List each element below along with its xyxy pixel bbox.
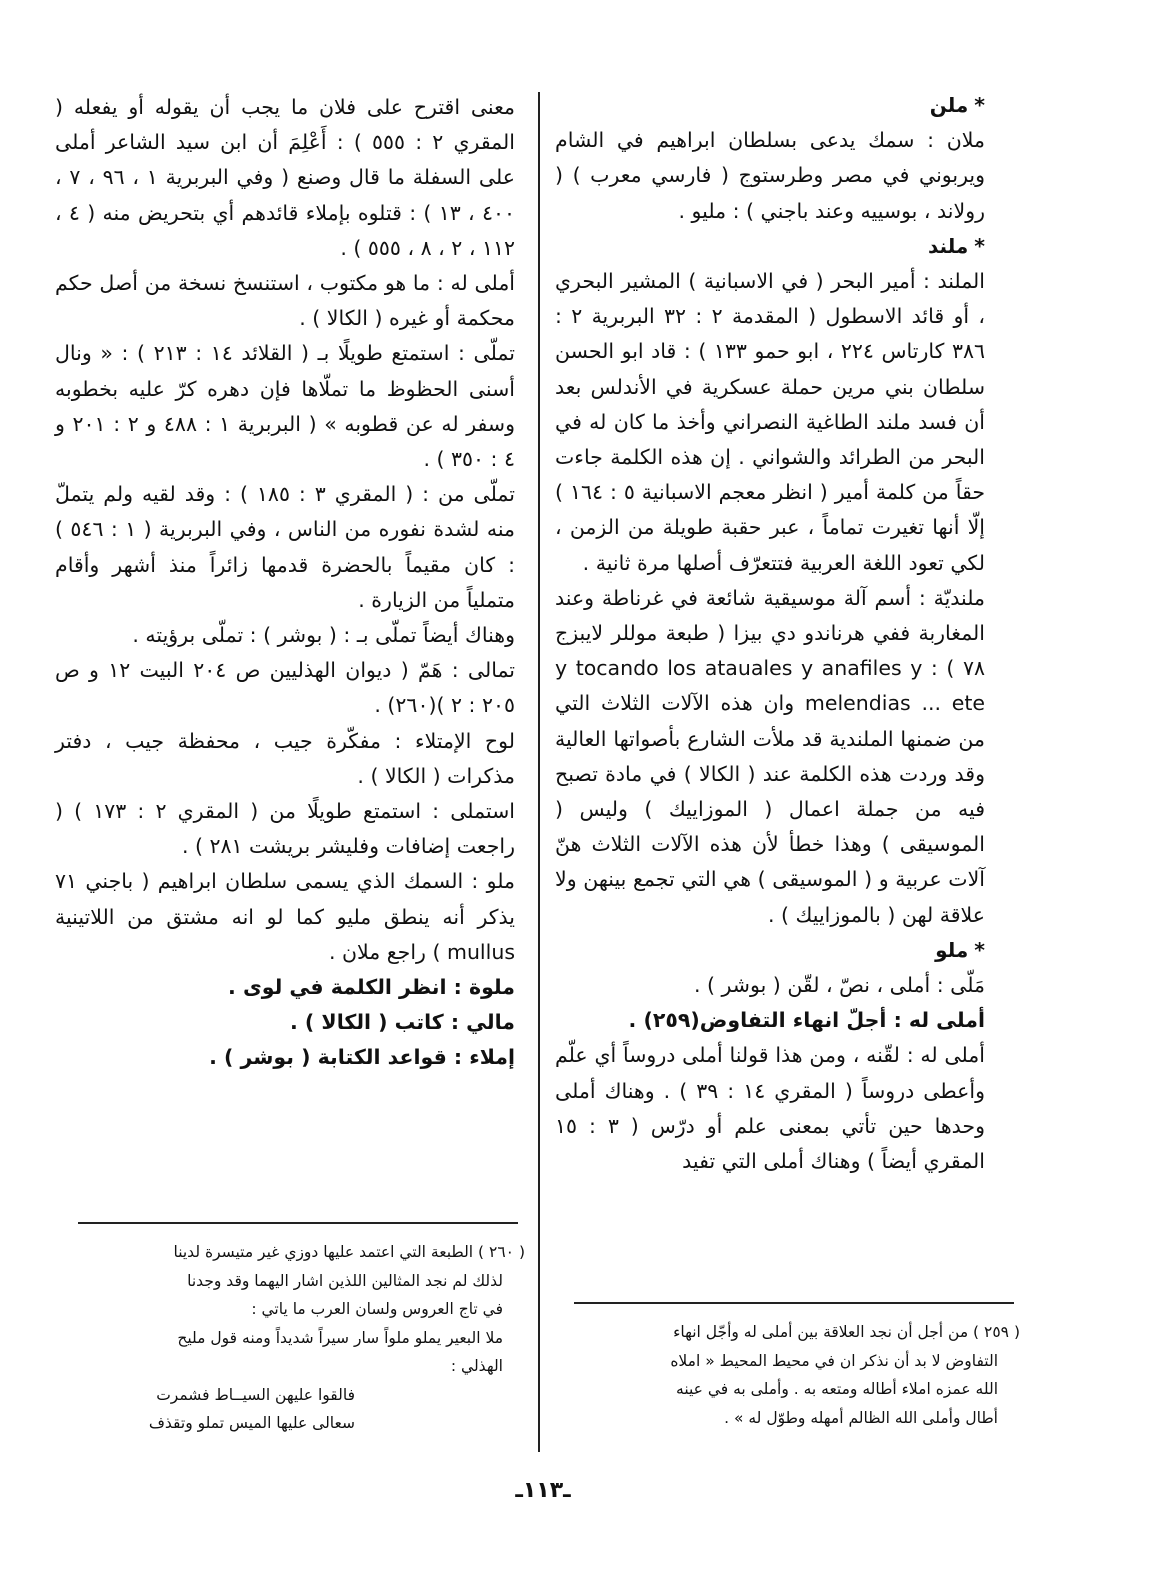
footnote-line: الله عمزه املاء أطاله ومتعه به . وأملى به في عينه — [676, 1380, 998, 1398]
heading-text: ملو — [935, 937, 969, 962]
page-number: ـ١١٣ـ — [515, 1478, 571, 1503]
entry-heading — [555, 229, 985, 264]
footnote-line: ( ٢٥٩ ) من أجل أن نجد العلاقة بين أملى له وأجّل انهاء — [673, 1323, 1020, 1341]
heading-text: ملن — [929, 93, 969, 117]
entry-paragraph: لوح الإمتلاء : مفكّرة جيب ، محفظة جيب ، دفتر مذكرات ( الكالا ) . — [55, 728, 515, 788]
asterisk-icon: * — [974, 93, 985, 117]
entry-paragraph: ملنديّة : أسم آلة موسيقية شائعة في غرناطة وعند المغاربة ففي هرناندو دي بيزا ( طبعة موللر لايبزج ٧٨ ) : y tocando los atauales y anafiles y melendias ... ete وان هذه الآلات الثلاث التي من ضمنها الملندية قد ملأت الشارع بأصواتها العالية وقد وردت هذه الكلمة عند ( الكالا ) في مادة تصبح فيه من جملة اعمال ( الموزاييك ) وليس ( الموسيقى ) وهذا خطأ لأن هذه الآلات الثلاث هنّ آلات عربية و ( الموسيقى ) هي التي تجمع بينهن ولا علاقة لهن ( بالموزاييك ) . — [555, 585, 986, 927]
entry-paragraph: وهناك أيضاً تملّى بـ : ( بوشر ) : تملّى برؤيته . — [132, 623, 515, 648]
footnote-line: الهذلي : — [450, 1357, 503, 1375]
entry-paragraph: تملّى : استمتع طويلًا بـ ( القلائد ١٤ : ٢١٣ ) : « ونال أسنى الحظوظ ما تملّاها فإن دهره كرّ عليه بخطوبه وسفر له عن قطوبه » ( البربرية ١ : ٤٨٨ و ٢ : ٢٠١ و ٤ : ٣٥٠ ) . — [55, 341, 515, 472]
footnote-line: لذلك لم نجد المثالين اللذين اشار اليهما وقد وجدنا — [187, 1271, 503, 1290]
entry-paragraph: مالي : كاتب ( الكالا ) . — [290, 1010, 515, 1035]
footnote-rule-left — [78, 1222, 518, 1224]
asterisk-icon: * — [974, 233, 985, 258]
right-column — [555, 88, 985, 1179]
entry-heading — [555, 88, 985, 123]
entry-paragraph: تمالى : هَمّ ( ديوان الهذليين ص ٢٠٤ البيت ١٢ و ص ٢٠٥ : ٢ )(٢٦٠) . — [55, 658, 515, 718]
footnote-line: أطال وأملى الله الظالم أمهله وطوّل له » . — [724, 1408, 998, 1427]
heading-text: ملند — [928, 233, 969, 258]
entry-paragraph: إملاء : قواعد الكتابة ( بوشر ) . — [209, 1045, 515, 1070]
footnote-259 — [560, 1318, 1020, 1432]
entry-paragraph: ملو : السمك الذي يسمى سلطان ابراهيم ( باجني ٧١ يذكر أنه ينطق مليو كما لو انه مشتق من اللاتينية mullus ) راجع ملان . — [55, 869, 515, 964]
entry-paragraph: الملند : أمير البحر ( في الاسبانية ) المشير البحري ، أو قائد الاسطول ( المقدمة ٢ : ٣٢ البربرية ٢ : ٣٨٦ كارتاس ٢٢٤ ، ابو حمو ١٣٣ ) : قاد ابو الحسن سلطان بني مرين حملة عسكرية في الأندلس بعد أن فسد ملند الطاغية النصراني وأخذ ما كان له في البحر من الطرائد والشواني . إن هذه الكلمة جاءت حقاً من كلمة أمير ( انظر معجم الاسبانية ٥ : ١٦٤ ) إلّا أنها تغيرت تماماً ، عبر حقبة طويلة من الزمن ، لكي تعود اللغة العربية فتتعرّف أصلها مرة ثانية . — [555, 269, 986, 575]
entry-paragraph: أملى له : ما هو مكتوب ، استنسخ نسخة من أصل حكم محكمة أو غيره ( الكالا ) . — [55, 271, 515, 331]
footnote-line: ملا البعير يملو ملواً سار سيراً شديداً ومنه قول مليح — [177, 1328, 503, 1347]
footnote-line: التفاوض لا بد أن نذكر ان في محيط المحيط « املاه — [670, 1351, 998, 1370]
entry-paragraph: مَلّى : أملى ، نصّ ، لقّن ( بوشر ) . — [693, 973, 985, 998]
entry-paragraph: ملوة : انظر الكلمة في لوى . — [228, 975, 515, 1000]
left-column — [55, 90, 515, 1076]
entry-paragraph: أملى له : لقّنه ، ومن هذا قولنا أملى دروساً أي علّم وأعطى دروساً ( المقري ١٤ : ٣٩ ) . وهناك أملى وحدها حين تأتي بمعنى علم أو درّس ( ٣ : ١٥ المقري أيضاً ) وهناك أملى التي تفيد — [555, 1043, 985, 1174]
entry-paragraph: معنى اقترح على فلان ما يجب أن يقوله أو يفعله ( المقري ٢ : ٥٥٥ ) : أَعْلِمَ أن ابن سيد الشاعر أملى على السفلة ما قال وصنع ( وفي البربرية ١ ، ٩٦ ، ٧ ، ٤٠٠ ، ١٣ ) : قتلوه بإملاء قائدهم أي بتحريض منه ( ٤ ، ١١٢ ، ٢ ، ٨ ، ٥٥٥ ) . — [55, 95, 515, 260]
footnote-verse: سعالى عليها الميس تملو وتقذف — [148, 1414, 355, 1432]
entry-paragraph: أملى له : أجلّ انهاء التفاوض(٢٥٩) . — [628, 1008, 985, 1033]
footnote-rule-right — [574, 1302, 1014, 1304]
footnote-260 — [75, 1238, 525, 1438]
entry-heading — [555, 933, 985, 968]
footnote-line: في تاج العروس ولسان العرب ما ياتي : — [251, 1300, 503, 1318]
footnote-line: ( ٢٦٠ ) الطبعة التي اعتمد عليها دوزي غير متيسرة لدينا — [173, 1243, 525, 1261]
asterisk-icon: * — [974, 937, 985, 962]
entry-paragraph: ملان : سمك يدعى بسلطان ابراهيم في الشام ويربوني في مصر وطرستوج ( فارسي معرب ) ( رولاند ، بوسييه وعند باجني ) : مليو . — [555, 128, 985, 223]
footnote-verse: فالقوا عليهن السيــاط فشمرت — [156, 1385, 355, 1404]
entry-paragraph: استملى : استمتع طويلًا من ( المقري ٢ : ١٧٣ ) ( راجعت إضافات وفليشر بريشت ٢٨١ ) . — [55, 799, 515, 859]
column-divider — [538, 92, 540, 1452]
entry-paragraph: تملّى من : ( المقري ٣ : ١٨٥ ) : وقد لقيه ولم يتملّ منه لشدة نفوره من الناس ، وفي البربرية ( ١ : ٥٤٦ ) : كان مقيماً بالحضرة قدمها زائراً منذ أشهر وأقام متملياً من الزيارة . — [55, 482, 516, 612]
